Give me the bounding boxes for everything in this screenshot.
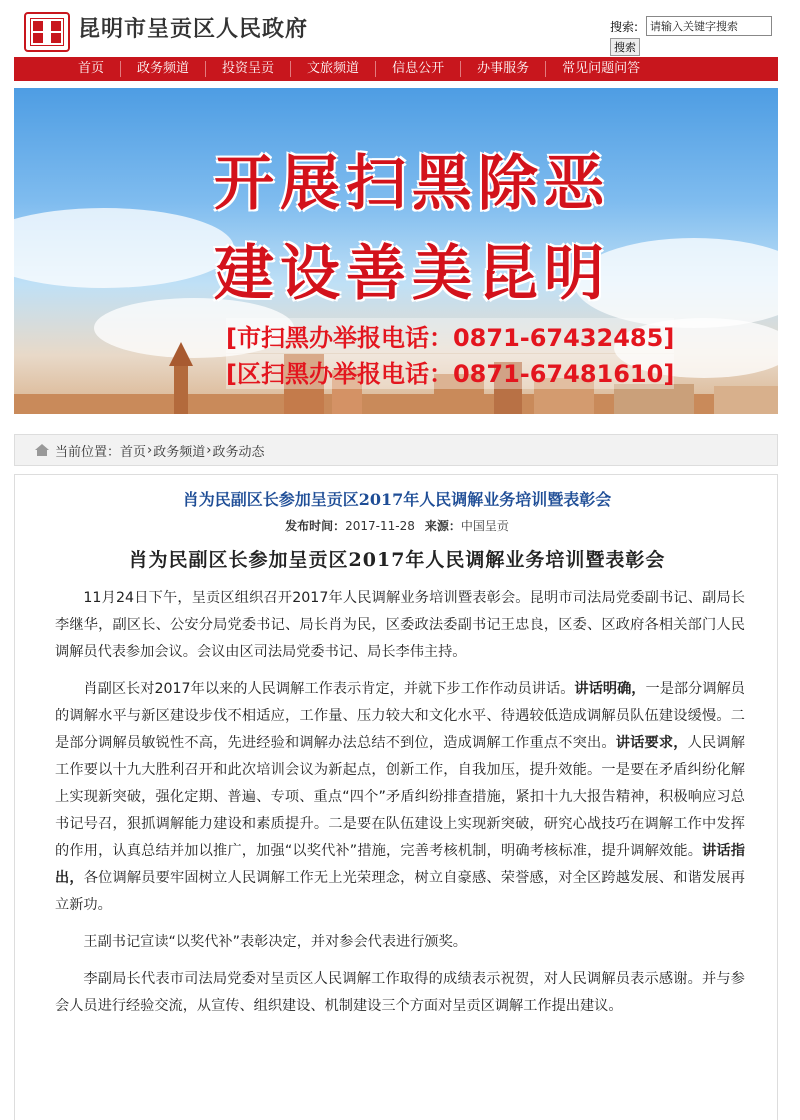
- search-button[interactable]: 搜索: [610, 38, 640, 56]
- home-icon: [35, 444, 49, 456]
- site-header: [0, 0, 800, 54]
- banner-headline-2: 建设善美昆明: [214, 239, 610, 309]
- search-box: [610, 16, 770, 56]
- article-panel: [14, 474, 778, 1120]
- paragraph-1: 11月24日下午，呈贡区组织召开2017年人民调解业务培训暨表彰会。昆明市司法局党委副书记、副局长李继华，副区长、公安分局党委书记、局长肖为民，区委政法委副书记王忠良，区委、区政府各相关部门人民调解员代表参加会议。会议由区司法局党委书记、局长李伟主持。: [55, 590, 745, 660]
- nav-item-government[interactable]: 政务频道: [121, 61, 206, 77]
- nav-item-info-disclosure[interactable]: 信息公开: [376, 61, 461, 77]
- article-body: [55, 585, 745, 1030]
- banner-hotline-district: [区扫黑办举报电话：0871-67481610]: [226, 354, 674, 389]
- breadcrumb-prefix: 当前位置：: [55, 444, 121, 460]
- banner-hotline-city: [市扫黑办举报电话：0871-67432485]: [226, 318, 674, 353]
- banner-headline-1: 开展扫黑除恶: [214, 149, 610, 219]
- article-meta: [15, 517, 779, 534]
- seal-logo-icon[interactable]: [24, 12, 70, 52]
- article-title: 肖为民副区长参加呈贡区2017年人民调解业务培训暨表彰会: [182, 490, 612, 509]
- nav-item-services[interactable]: 办事服务: [461, 61, 546, 77]
- breadcrumb-separator: ›: [147, 442, 153, 458]
- site-title[interactable]: 昆明市呈贡区人民政府: [78, 16, 309, 42]
- paragraph-2-part-3: 人民调解工作要以十九大胜利召开和此次培训会议为新起点，创新工作，自我加压，提升效能。一是要在矛盾纠纷化解上实现新突破，强化定期、普遍、专项、重点“四个”矛盾纠纷排查措施，紧扣十九大报告精神，积极响应习总书记号召，狠抓调解能力建设和素质提升。二是要在队伍建设上实现新突破，研究心战技巧在调解工作中发挥的作用，认真总结并加以推广，加强“以奖代补”措施，完善考核机制，明确考核标准，提升调解效能。: [55, 735, 745, 859]
- paragraph-3: 王副书记宣读“以奖代补”表彰决定，并对参会代表进行颁奖。: [83, 934, 467, 950]
- search-input[interactable]: [646, 16, 772, 36]
- nav-item-culture-tourism[interactable]: 文旅频道: [291, 61, 376, 77]
- paragraph-2-intro: 肖副区长对2017年以来的人民调解工作表示肯定，并就下步工作作动员讲话。: [83, 681, 575, 697]
- breadcrumb-news[interactable]: 政务动态: [212, 444, 265, 460]
- breadcrumb-home[interactable]: 首页: [120, 444, 147, 460]
- publish-date: 2017-11-28: [345, 519, 415, 533]
- nav-item-faq[interactable]: 常见问题问答: [562, 61, 641, 76]
- paragraph-2-part-2: 一是部分调解员的调解水平与新区建设步伐不相适应，工作量、压力较大和文化水平、待遇较低造成调解员队伍建设缓慢。二是部分调解员敏锐性不高，先进经验和调解办法总结不到位，造成调解工作重点不突出。: [55, 681, 745, 751]
- breadcrumb-government[interactable]: 政务频道: [153, 444, 206, 460]
- search-label: 搜索:: [610, 20, 639, 34]
- paragraph-4: 李副局长代表市司法局党委对呈贡区人民调解工作取得的成绩表示祝贺，对人民调解员表示感谢。并与参会人员进行经验交流，从宣传、组织建设、机制建设三个方面对呈贡区调解工作提出建议。: [55, 971, 745, 1014]
- breadcrumb: [14, 434, 778, 466]
- main-nav: [14, 57, 778, 81]
- breadcrumb-separator: ›: [206, 442, 212, 458]
- paragraph-2-bold-2: 讲话要求，: [615, 735, 688, 751]
- paragraph-2-bold-1: 讲话明确，: [574, 681, 646, 697]
- date-label: 发布时间：: [285, 519, 346, 533]
- paragraph-2-bold-3: 讲话指出，: [55, 843, 745, 886]
- article-subtitle: 肖为民副区长参加呈贡区2017年人民调解业务培训暨表彰会: [128, 549, 666, 571]
- nav-item-home[interactable]: 首页: [62, 61, 121, 77]
- paragraph-2: [55, 676, 745, 919]
- source-name: 中国呈贡: [460, 519, 509, 533]
- paragraph-2-part-4: 各位调解员要牢固树立人民调解工作无上光荣理念，树立自豪感、荣誉感，对全区跨越发展、和谐发展再立新功。: [55, 870, 745, 913]
- nav-item-invest[interactable]: 投资呈贡: [206, 61, 291, 77]
- banner-cloud: [14, 208, 234, 288]
- source-label: 来源：: [424, 519, 461, 533]
- hero-banner: [14, 88, 778, 414]
